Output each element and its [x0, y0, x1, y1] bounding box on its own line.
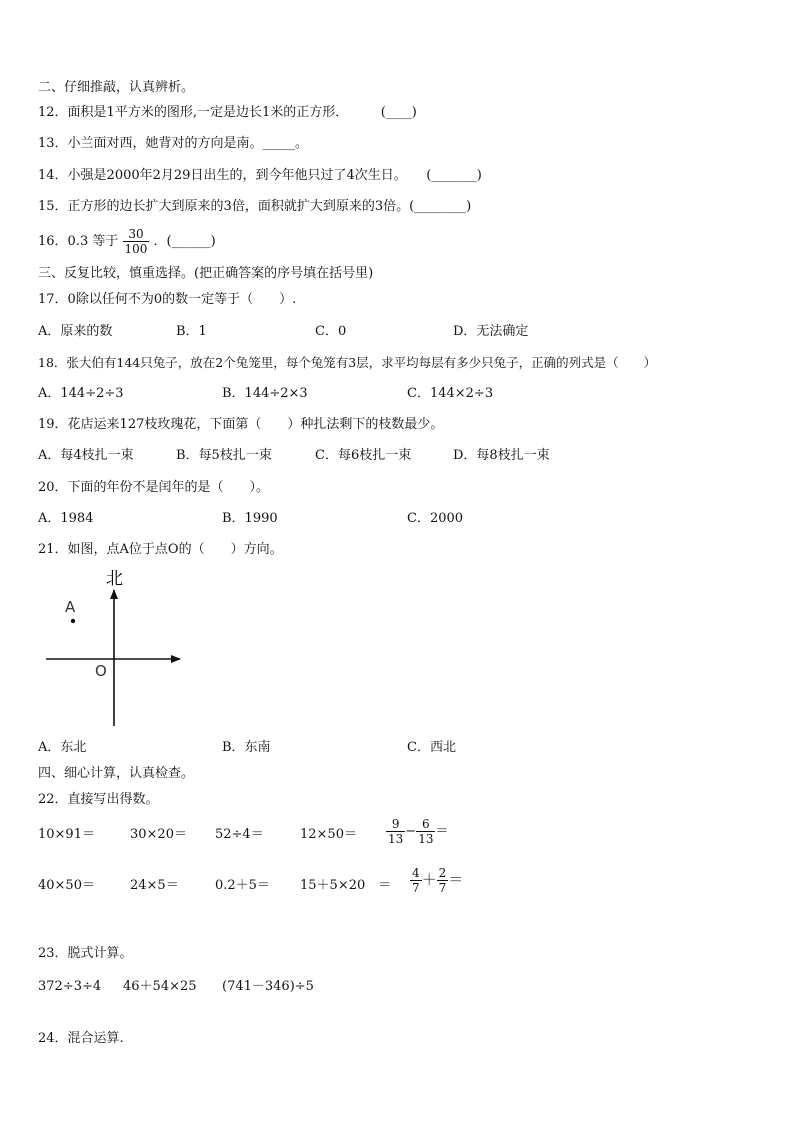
point-a-label: A [65, 598, 76, 616]
question-14: 14．小强是2000年2月29日出生的，到今年他只过了4次生日。 (_______) [38, 168, 482, 183]
operator: − [405, 824, 417, 839]
fraction-denominator: 13 [388, 832, 404, 846]
equals-sign: ＝ [448, 870, 464, 889]
direction-diagram [38, 566, 188, 730]
fraction [416, 817, 435, 846]
north-label: 北 [106, 569, 123, 589]
q19-option-c: C．每6枝扎一束 [315, 448, 412, 463]
fraction-expression-1 [386, 817, 448, 846]
q21-option-a: A．东北 [38, 740, 87, 755]
fraction-numerator: 2 [438, 866, 447, 880]
q20-option-c: C．2000 [407, 511, 464, 526]
calc-item: 0.2＋5＝ [215, 878, 270, 893]
calc-item: 52÷4＝ [215, 827, 264, 842]
equals-sign: ＝ [435, 824, 449, 839]
q18-option-a: A．144÷2÷3 [38, 386, 124, 401]
fraction-30-100 [123, 227, 150, 256]
fraction-numerator: 6 [416, 817, 435, 832]
calc-item: 24×5＝ [130, 878, 179, 893]
q20-option-b: B．1990 [222, 511, 278, 526]
q18-option-c: C．144×2÷3 [407, 386, 494, 401]
question-16-prefix: 16．0.3 等于 [38, 234, 119, 249]
calc-item: 10×91＝ [38, 827, 95, 842]
question-16 [38, 224, 216, 260]
question-24: 24．混合运算. [38, 1031, 124, 1046]
section-heading-4: 四、细心计算，认真检查。 [38, 766, 195, 781]
q20-option-a: A．1984 [38, 511, 94, 526]
question-17: 17．0除以任何不为0的数一定等于（ ）. [38, 292, 297, 307]
origin-label: O [95, 662, 107, 680]
question-16-suffix: ．(______) [153, 234, 216, 249]
question-13: 13．小兰面对西，她背对的方向是南。_____。 [38, 136, 309, 151]
question-23: 23．脱式计算。 [38, 946, 133, 961]
question-12: 12．面积是1平方米的图形,一定是边长1米的正方形． (____) [38, 105, 417, 120]
q17-option-d: D．无法确定 [453, 324, 529, 339]
question-20: 20．下面的年份不是闰年的是（ ）。 [38, 480, 270, 495]
calc-item: 40×50＝ [38, 878, 95, 893]
fraction-denominator: 7 [412, 881, 420, 895]
q21-option-c: C．西北 [407, 740, 456, 755]
question-22: 22．直接写出得数。 [38, 792, 159, 807]
q17-option-a: A．原来的数 [38, 324, 113, 339]
fraction [410, 866, 422, 895]
point-a [71, 619, 75, 623]
q17-option-b: B．1 [176, 324, 207, 339]
fraction-denominator: 7 [438, 881, 447, 895]
q19-option-b: B．每5枝扎一束 [176, 448, 272, 463]
question-18: 18．张大伯有144只兔子，放在2个兔笼里，每个兔笼有3层，求平均每层有多少只兔子，正确的列式是（ ） [38, 355, 657, 370]
q21-option-b: B．东南 [222, 740, 271, 755]
calc-item: 46＋54×25 [123, 979, 197, 994]
calc-item: 12×50＝ [300, 827, 357, 842]
q17-option-c: C．0 [315, 324, 347, 339]
calc-item: 15＋5×20 ＝ [300, 878, 392, 893]
section-heading-3: 三、反复比较，慎重选择。(把正确答案的序号填在括号里) [38, 266, 374, 281]
operator: ＋ [421, 870, 437, 889]
question-19: 19．花店运来127枝玫瑰花，下面第（ ）种扎法剩下的枝数最少。 [38, 417, 444, 432]
fraction-numerator: 9 [386, 817, 405, 832]
q18-option-b: B．144÷2×3 [222, 386, 308, 401]
question-15: 15．正方形的边长扩大到原来的3倍，面积就扩大到原来的3倍。(________) [38, 199, 472, 214]
q19-option-a: A．每4枝扎一束 [38, 448, 134, 463]
fraction [386, 817, 405, 846]
fraction-denominator: 13 [418, 832, 434, 846]
question-21: 21．如图，点A位于点O的（ ）方向。 [38, 542, 283, 557]
calc-item: (741－346)÷5 [222, 979, 314, 994]
calc-item: 30×20＝ [130, 827, 187, 842]
fraction-denominator: 100 [124, 242, 148, 256]
fraction-expression-2 [410, 866, 463, 895]
fraction [437, 866, 449, 895]
section-heading-2: 二、仔细推敲，认真辨析。 [38, 80, 195, 95]
calc-item: 372÷3÷4 [38, 979, 102, 994]
fraction-numerator: 30 [123, 227, 150, 242]
q19-option-d: D．每8枝扎一束 [453, 448, 550, 463]
fraction-numerator: 4 [412, 866, 420, 880]
